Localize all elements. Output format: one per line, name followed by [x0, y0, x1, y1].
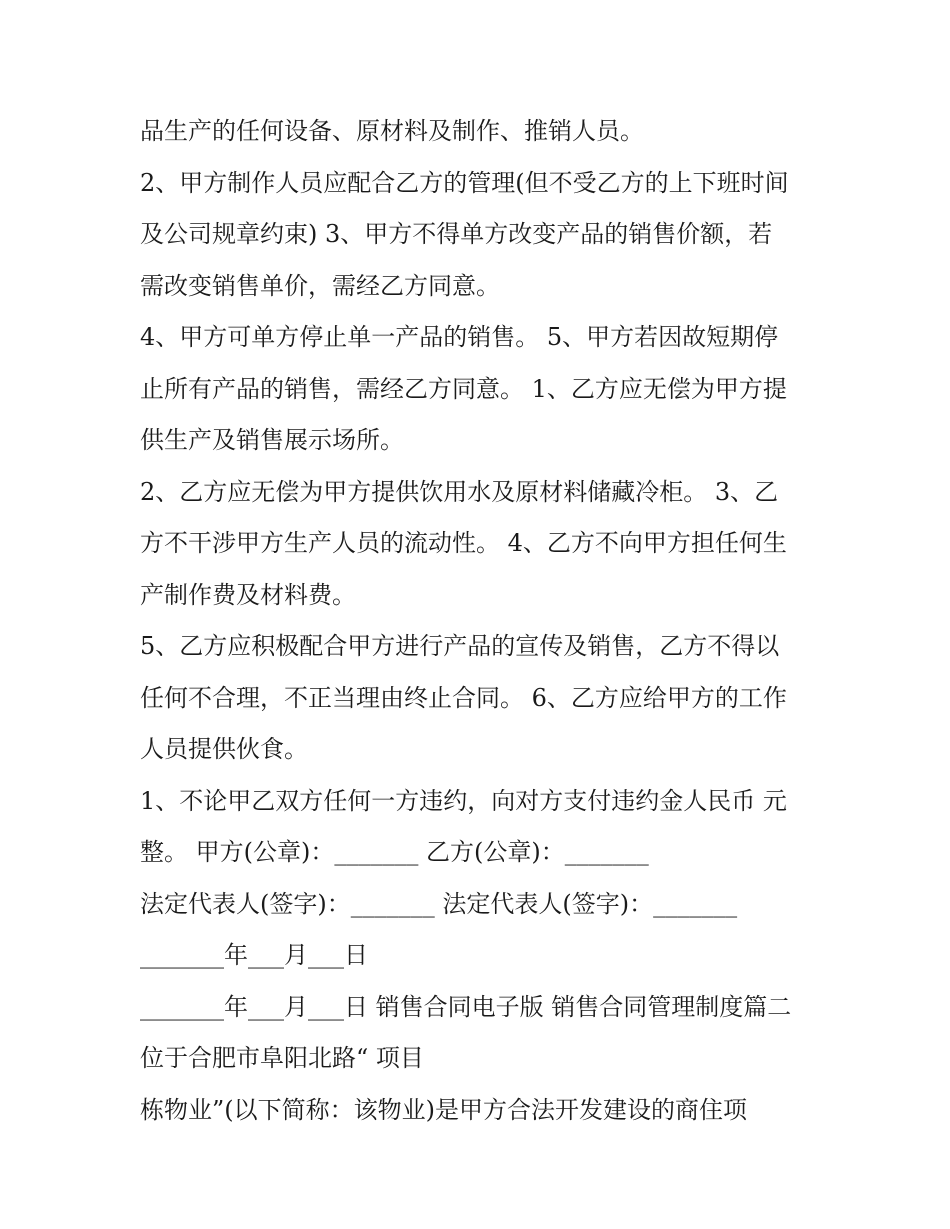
text-line: 5、乙方应积极配合甲方进行产品的宣传及销售，乙方不得以: [140, 632, 780, 660]
text-line: 栋物业”(以下简称：该物业)是甲方合法开发建设的商住项: [140, 1095, 747, 1124]
text-line: 供生产及销售展示场所。: [140, 426, 404, 454]
text-line: _______年___月___日 销售合同电子版 销售合同管理制度篇二: [140, 992, 792, 1021]
text-line: 整。 甲方(公章)：_______ 乙方(公章)：_______: [140, 838, 649, 866]
text-line: 品生产的任何设备、原材料及制作、推销人员。: [140, 117, 644, 145]
document-body: [140, 106, 820, 1136]
text-line: 法定代表人(签字)：_______ 法定代表人(签字)：_______: [140, 889, 738, 918]
text-line: 1、不论甲乙双方任何一方违约，向对方支付违约金人民币 元: [140, 786, 787, 815]
text-line: 及公司规章约束) 3、甲方不得单方改变产品的销售价额，若: [140, 220, 773, 248]
text-line: 人员提供伙食。: [140, 735, 308, 763]
text-line: 方不干涉甲方生产人员的流动性。 4、乙方不向甲方担任何生: [140, 529, 787, 557]
text-line: 4、甲方可单方停止单一产品的销售。 5、甲方若因故短期停: [140, 323, 779, 351]
text-line: 止所有产品的销售，需经乙方同意。 1、乙方应无偿为甲方提: [140, 374, 787, 403]
text-line: 2、乙方应无偿为甲方提供饮用水及原材料储藏冷柜。 3、乙: [140, 477, 779, 506]
text-line: 任何不合理，不正当理由终止合同。 6、乙方应给甲方的工作: [140, 683, 787, 712]
text-line: 2、甲方制作人员应配合乙方的管理(但不受乙方的上下班时间: [140, 168, 789, 197]
text-line: 产制作费及材料费。: [140, 580, 356, 609]
text-line: 位于合肥市阜阳北路“ 项目: [140, 1044, 424, 1072]
text-line: _______年___月___日: [140, 941, 368, 969]
text-line: 需改变销售单价，需经乙方同意。: [140, 271, 500, 300]
